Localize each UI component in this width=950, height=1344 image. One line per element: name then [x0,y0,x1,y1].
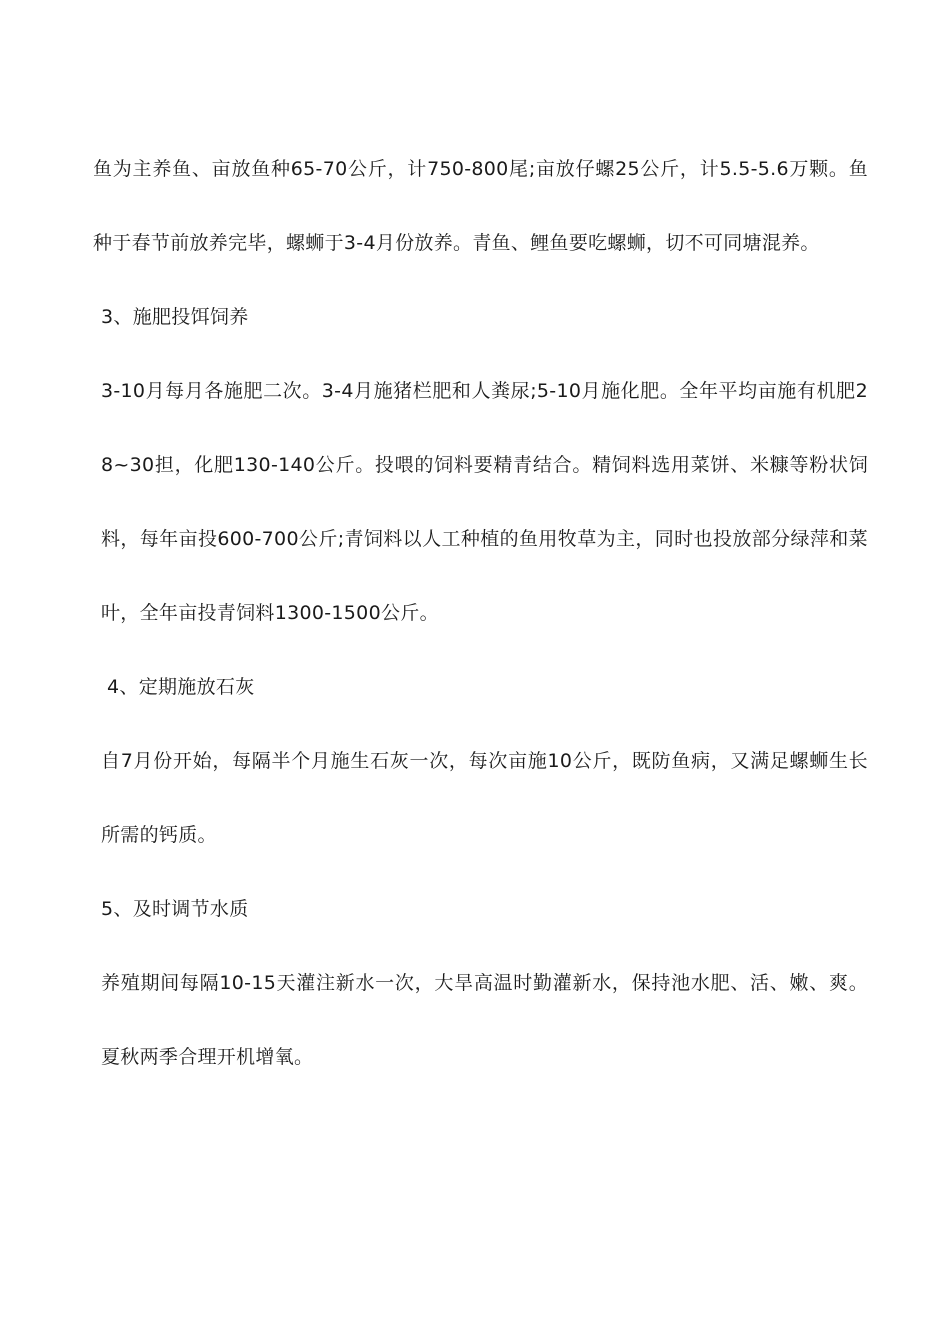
paragraph-stocking: 鱼为主养鱼、亩放鱼种65-70公斤，计750-800尾;亩放仔螺25公斤，计5.5-5.6万颗。鱼种于春节前放养完毕，螺蛳于3-4月份放养。青鱼、鲤鱼要吃螺蛳，切不可同塘混养。 [93,158,868,254]
heading-water-quality: 5、及时调节水质 [101,898,249,920]
paragraph-fertilizing-feeding: 3-10月每月各施肥二次。3-4月施猪栏肥和人粪尿;5-10月施化肥。全年平均亩施有机肥28~30担，化肥130-140公斤。投喂的饲料要精青结合。精饲料选用菜饼、米糠等粉状饲料，每年亩投600-700公斤;青饲料以人工种植的鱼用牧草为主，同时也投放部分绿萍和菜叶，全年亩投青饲料1300-1500公斤。 [101,380,868,624]
document-body [93,132,868,1094]
paragraph-water-quality: 养殖期间每隔10-15天灌注新水一次，大旱高温时勤灌新水，保持池水肥、活、嫩、爽。夏秋两季合理开机增氧。 [101,972,868,1068]
paragraph-lime-application: 自7月份开始，每隔半个月施生石灰一次，每次亩施10公斤，既防鱼病，又满足螺蛳生长所需的钙质。 [101,750,868,846]
heading-fertilizing-feeding: 3、施肥投饵饲养 [101,306,249,328]
heading-lime-application: 4、定期施放石灰 [107,676,255,698]
